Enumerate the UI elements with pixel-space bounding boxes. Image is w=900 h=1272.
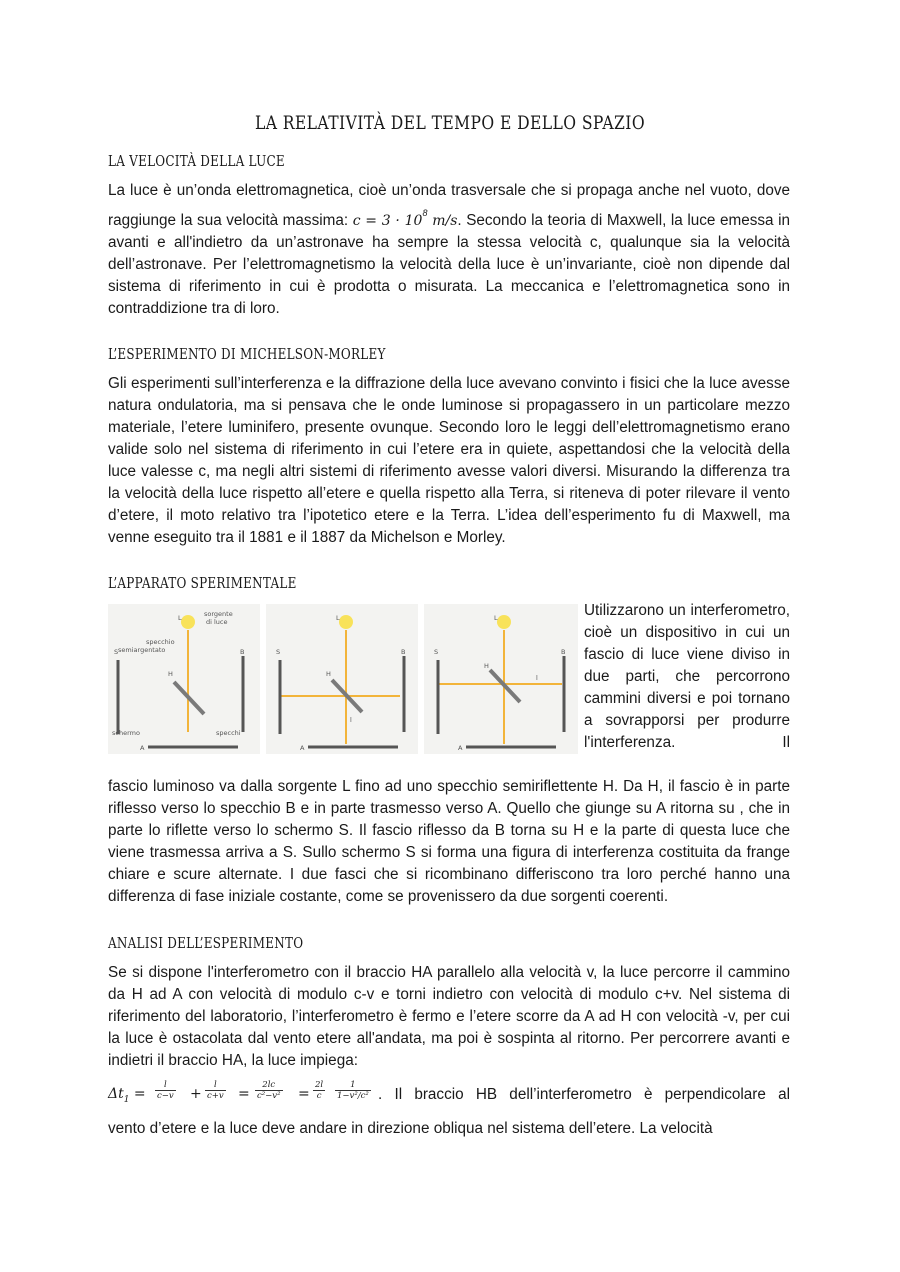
label-di-luce: di luce <box>206 618 228 626</box>
eq-delta-t: $\Delta t_1$ = <box>108 1086 146 1105</box>
section-heading-analisi: ANALISI DELL’ESPERIMENTO <box>108 934 304 952</box>
paragraph-velocita-luce <box>108 180 790 320</box>
eq-plus: + <box>190 1086 202 1102</box>
eq-equals-2: = <box>298 1086 310 1102</box>
text-segment: . Secondo la teoria di Maxwell, la luce emessa in avanti e all'indietro da un’astronave ha sempre la stessa velocità c, qualunque sia la velocità dell’astronave. Per l’elettromagnetismo la velocità della luce è un’invariante, cioè non dipende dal sistema di riferimento in cui è prodotta o misurata. La meccanica e l’elettromagnetica sono in contraddizione tra di loro. <box>108 212 790 317</box>
label-B-2: B <box>401 648 406 656</box>
section-heading-velocita-luce: LA VELOCITÀ DELLA LUCE <box>108 152 285 170</box>
label-L-2: L <box>336 614 340 622</box>
eq-fraction-4: $\frac{2l}{c}$ <box>315 1080 324 1101</box>
formula-unit: m/s <box>427 213 458 229</box>
eq-fraction-3: $\frac{2lc}{\text{c²−v²}}$ <box>257 1080 281 1101</box>
label-specchi: specchi <box>216 729 241 737</box>
label-S-1: S <box>114 648 119 656</box>
eq-fraction-2: $\frac{l}{c+v}$ <box>207 1080 224 1101</box>
label-H-3: H <box>484 662 489 670</box>
eq-after-text: . Il braccio HB dell’interferometro è perpendicolare al <box>378 1086 790 1103</box>
label-L-1: L <box>178 614 182 622</box>
section-heading-apparato: L’APPARATO SPERIMENTALE <box>108 574 297 592</box>
label-A-1: A <box>140 744 145 752</box>
page-title: LA RELATIVITÀ DEL TEMPO E DELLO SPAZIO <box>254 112 646 134</box>
eq-equals-1: = <box>238 1086 250 1102</box>
light-source-icon <box>497 615 511 629</box>
label-l-2: l <box>350 716 352 724</box>
formula-c: c = 3 · 10 <box>352 213 423 229</box>
eq-fraction-5: $\frac{1}{\text{1−v²/c²}}$ <box>337 1080 369 1101</box>
label-S-3: S <box>434 648 439 656</box>
light-source-icon <box>339 615 353 629</box>
label-S-2: S <box>276 648 281 656</box>
paragraph-michelson-morley: Gli esperimenti sull’interferenza e la diffrazione della luce avevano convinto i fisici che la luce avesse natura ondulatoria, ma si pensava che le onde luminose si propagassero in un particolare mezzo materiale, l’etere luminifero, presente ovunque. Secondo loro le leggi dell’elettromagnetismo erano valide solo nel sistema di riferimento in cui l’etere era in quiete, aspettandosi che la velocità della luce valesse c, ma negli altri sistemi di riferimento avesse valori diversi. Misurando la differenza tra la velocità della luce rispetto all’etere e quella rispetto alla Terra, si riteneva di poter rilevare il vento d’etere, il moto relativo tra l’ipotetico etere e la Terra. L’idea dell’esperimento fu di Maxwell, ma venne eseguito tra il 1881 e il 1887 da Michelson e Morley. <box>108 375 790 546</box>
label-B-1: B <box>240 648 245 656</box>
interferometer-figure <box>108 604 578 754</box>
label-semiargentato: semiargentato <box>118 646 166 654</box>
formula-exponent: 8 <box>422 208 428 218</box>
label-L-3: L <box>494 614 498 622</box>
label-sorgente: sorgente <box>204 610 233 618</box>
label-B-3: B <box>561 648 566 656</box>
paragraph-analisi: Se si dispone l'interferometro con il braccio HA parallelo alla velocità v, la luce percorre il cammino da H ad A con velocità di modulo c-v e torni indietro con velocità di modulo c+v. Nel sistema di riferimento del laboratorio, l’interferometro è fermo e l’etere scorre da A ad H con velocità -v, per cui la luce è ostacolata dal vento etere all'andata, ma poi è sospinta al ritorno. Per percorrere avanti e indietri il braccio HA, la luce impiega: <box>108 964 790 1069</box>
text-segment: La luce è un’onda elettromagnetica, cioè un’onda trasversale che si propaga anche nel vuoto, dove raggiunge la sua velocità massima: <box>108 182 790 229</box>
equation-line <box>108 1080 790 1110</box>
label-schermo: schermo <box>112 729 140 737</box>
label-specchio: specchio <box>146 638 175 646</box>
label-l-3: l <box>536 674 538 682</box>
paragraph-apparato: fascio luminoso va dalla sorgente L fino ad uno specchio semiriflettente H. Da H, il fascio è in parte riflesso verso lo specchio B e in parte trasmesso verso A. Quello che giunge su A ritorna su , che in parte lo riflette verso lo schermo S. Il fascio riflesso da B torna su H e la parte di questa luce che viene trasmessa arriva a S. Sullo schermo S si forma una figura di interferenza costituita da frange chiare e scure alternate. I due fasci che si ricombinano differiscono tra loro perché hanno una differenza di fase iniziale costante, come se provenissero da due sorgenti coerenti. <box>108 778 790 905</box>
label-H-1: H <box>168 670 173 678</box>
eq-fraction-1: $\frac{l}{c-v}$ <box>157 1080 174 1101</box>
label-A-2: A <box>300 744 305 752</box>
paragraph-apparato-side: Utilizzarono un interferometro, cioè un dispositivo in cui un fascio di luce viene diviso in due parti, che percorrono cammini diversi e poi tornano a sovrapporsi per produrre l'interferenza. Il <box>584 602 790 751</box>
label-A-3: A <box>458 744 463 752</box>
section-heading-michelson-morley: L’ESPERIMENTO DI MICHELSON-MORLEY <box>108 345 386 363</box>
label-H-2: H <box>326 670 331 678</box>
paragraph-analisi-end: vento d’etere e la luce deve andare in direzione obliqua nel sistema dell’etere. La velocità <box>108 1120 713 1137</box>
light-source-icon <box>181 615 195 629</box>
